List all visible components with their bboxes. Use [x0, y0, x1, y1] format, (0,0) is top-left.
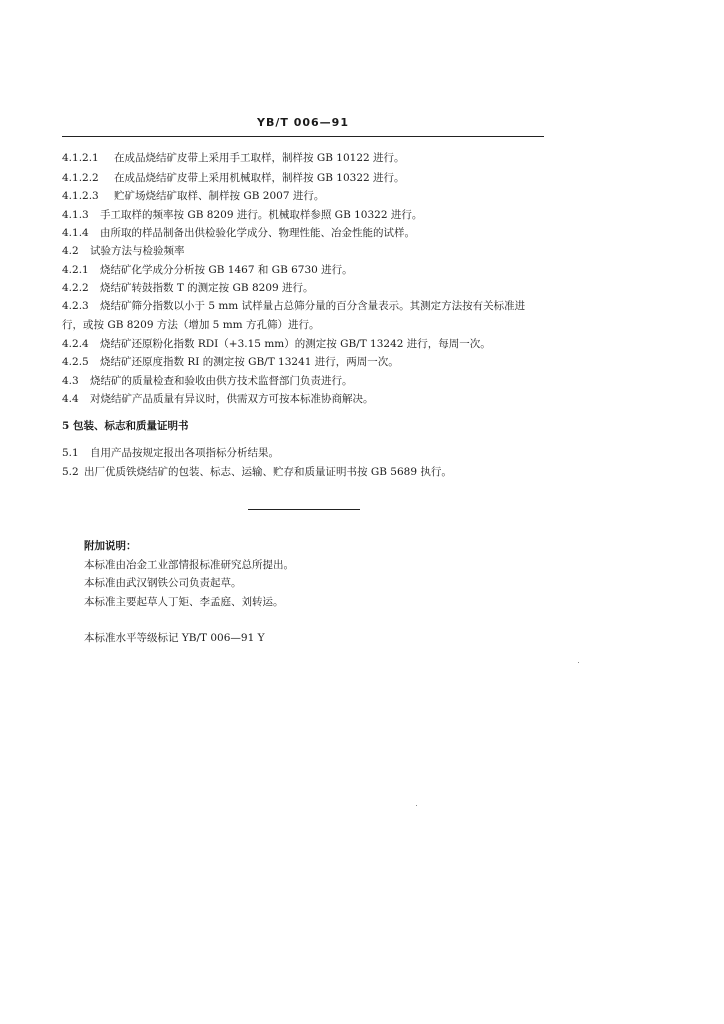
standard-grade-mark: 本标准水平等级标记 YB/T 006—91 Y [84, 632, 265, 644]
clause-line: 4.1.4 由所取的样品制备出供检验化学成分、物理性能、冶金性能的试样。 [62, 227, 415, 239]
scan-speck [416, 805, 417, 806]
clause-line: 4.1.2.3 贮矿场烧结矿取样、制样按 GB 2007 进行。 [62, 190, 325, 202]
clause-line: 4.1.2.2 在成品烧结矿皮带上采用机械取样，制样按 GB 10322 进行。 [62, 172, 405, 184]
clause-heading: 4.2 试验方法与检验频率 [62, 245, 185, 257]
clause-line: 4.1.2.1 在成品烧结矿皮带上采用手工取样，制样按 GB 10122 进行。 [62, 152, 405, 164]
notes-line: 本标准由冶金工业部情报标准研究总所提出。 [84, 559, 294, 571]
clause-line: 4.2.2 烧结矿转鼓指数 T 的测定按 GB 8209 进行。 [62, 282, 314, 294]
section-5-item: 5.2 出厂优质铁烧结矿的包装、标志、运输、贮存和质量证明书按 GB 5689 执行。 [62, 466, 452, 478]
clause-line: 4.4 对烧结矿产品质量有异议时，供需双方可按本标准协商解决。 [62, 393, 374, 405]
notes-line: 本标准由武汉钢铁公司负责起草。 [84, 577, 242, 589]
scan-speck [578, 662, 579, 663]
section-5-heading: 5 包装、标志和质量证明书 [62, 420, 189, 432]
clause-line: 4.2.4 烧结矿还原粉化指数 RDI（+3.15 mm）的测定按 GB/T 13242 进行，每周一次。 [62, 338, 491, 350]
section-5-item: 5.1 自用产品按规定报出各项指标分析结果。 [62, 447, 279, 459]
clause-line: 4.2.3 烧结矿筛分指数以小于 5 mm 试样量占总筛分量的百分含量表示。其测定方法按有关标准进 [62, 300, 526, 312]
page-header: YB/T 006—91 [257, 116, 349, 129]
notes-heading: 附加说明： [84, 540, 137, 552]
clause-line: 4.2.5 烧结矿还原度指数 RI 的测定按 GB/T 13241 进行，两周一次。 [62, 356, 399, 368]
clause-line-continued: 行，或按 GB 8209 方法（增加 5 mm 方孔筛）进行。 [62, 319, 320, 331]
end-rule [248, 509, 360, 510]
header-rule [62, 136, 544, 137]
clause-line: 4.1.3 手工取样的频率按 GB 8209 进行。机械取样参照 GB 10322 进行。 [62, 209, 423, 221]
notes-line: 本标准主要起草人丁矩、李孟庭、刘转运。 [84, 596, 284, 608]
clause-line: 4.2.1 烧结矿化学成分分析按 GB 1467 和 GB 6730 进行。 [62, 264, 353, 276]
clause-line: 4.3 烧结矿的质量检查和验收由供方技术监督部门负责进行。 [62, 375, 353, 387]
